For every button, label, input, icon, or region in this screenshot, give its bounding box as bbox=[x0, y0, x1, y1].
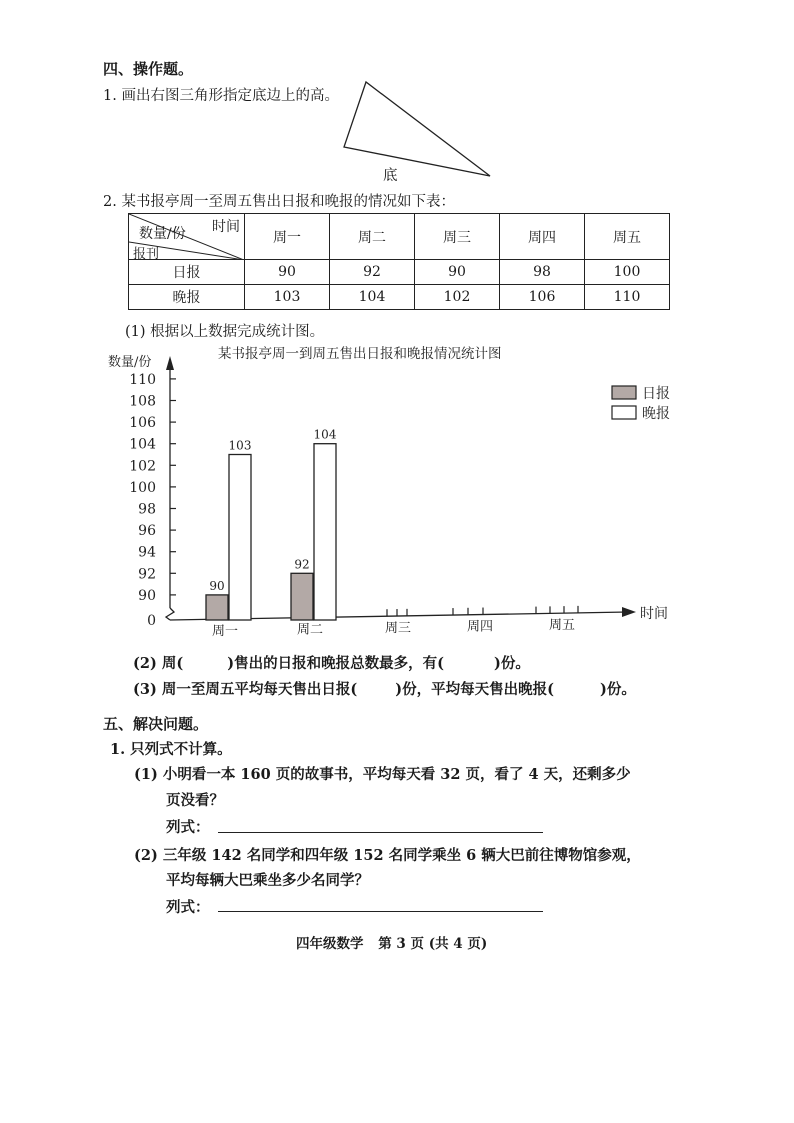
x-tick-label: 周二 bbox=[296, 622, 324, 638]
table-header-day: 周二 bbox=[330, 214, 415, 260]
table-cell: 90 bbox=[415, 260, 500, 285]
table-cell: 103 bbox=[245, 285, 330, 310]
sales-table bbox=[128, 213, 670, 310]
bar-evening bbox=[314, 444, 336, 620]
y-tick-label: 110 bbox=[129, 371, 156, 388]
sub-question-2 bbox=[133, 652, 530, 673]
triangle-base-label: 底 bbox=[383, 168, 398, 184]
table-row-label: 晚报 bbox=[129, 285, 245, 310]
y-tick-label: 94 bbox=[138, 544, 156, 561]
bar-chart bbox=[100, 340, 700, 650]
y-tick-label: 108 bbox=[129, 393, 156, 410]
table-cell: 102 bbox=[415, 285, 500, 310]
bar-daily bbox=[206, 595, 228, 620]
problem1-line1: (1) 小明看一本 160 页的故事书，平均每天看 32 页，看了 4 天，还剩多少 bbox=[134, 766, 631, 783]
y-tick-label: 90 bbox=[138, 587, 156, 604]
corner-qty: 数量/份 bbox=[139, 226, 186, 242]
table-row bbox=[129, 285, 670, 310]
table-header-day: 周一 bbox=[245, 214, 330, 260]
axis-break-mark bbox=[166, 608, 174, 620]
s5-q1-text: 1. 只列式不计算。 bbox=[110, 741, 232, 758]
y-tick-label: 96 bbox=[138, 523, 156, 540]
problem1-line2: 页没看？ bbox=[166, 792, 224, 809]
x-tick-label: 周四 bbox=[466, 619, 494, 635]
y-tick-label: 104 bbox=[129, 436, 156, 453]
y-tick-label: 92 bbox=[138, 566, 156, 583]
table-header-day: 周三 bbox=[415, 214, 500, 260]
table-row bbox=[129, 260, 670, 285]
sub3-part-c: )份。 bbox=[599, 681, 636, 698]
legend-label: 日报 bbox=[642, 386, 670, 402]
table-cell: 104 bbox=[330, 285, 415, 310]
legend-swatch bbox=[612, 406, 636, 419]
q2-text: 2. 某书报亭周一至周五售出日报和晚报的情况如下表： bbox=[103, 194, 455, 210]
x-axis-arrow bbox=[622, 607, 636, 617]
sub2-part-b: )售出的日报和晚报总数最多，有( bbox=[227, 655, 444, 672]
formula-label-2: 列式： bbox=[166, 899, 210, 916]
sub2-part-c: )份。 bbox=[493, 655, 530, 672]
y-tick-label: 106 bbox=[129, 415, 156, 432]
page-footer bbox=[296, 932, 487, 952]
table-cell: 90 bbox=[245, 260, 330, 285]
problem2-line1: (2) 三年级 142 名同学和四年级 152 名同学乘坐 6 辆大巴前往博物馆参观， bbox=[134, 847, 641, 864]
sub-question-3 bbox=[133, 678, 636, 699]
x-tick-label: 周五 bbox=[548, 618, 576, 634]
legend-swatch bbox=[612, 386, 636, 399]
triangle-shape bbox=[344, 82, 490, 176]
table-header-day: 周四 bbox=[500, 214, 585, 260]
table-header-day: 周五 bbox=[585, 214, 670, 260]
section5-heading: 五、解决问题。 bbox=[103, 715, 209, 733]
bar-data-label: 92 bbox=[294, 557, 310, 572]
corner-time: 时间 bbox=[212, 219, 240, 235]
y-tick-label: 102 bbox=[129, 458, 156, 475]
corner-paper: 报刊 bbox=[133, 247, 160, 262]
answer-line-2[interactable] bbox=[218, 911, 543, 912]
footer-page: 第 3 页 (共 4 页) bbox=[378, 936, 488, 952]
y-axis-arrow bbox=[166, 356, 174, 370]
q1-text: 1. 画出右图三角形指定底边上的高。 bbox=[103, 88, 339, 104]
y-tick-label: 0 bbox=[147, 613, 156, 629]
chart-title: 某书报亭周一到周五售出日报和晚报情况统计图 bbox=[218, 346, 502, 362]
answer-line-1[interactable] bbox=[218, 832, 543, 833]
legend-label: 晚报 bbox=[642, 406, 670, 422]
triangle-figure bbox=[330, 75, 510, 185]
y-tick-label: 100 bbox=[129, 479, 156, 496]
table-cell: 100 bbox=[585, 260, 670, 285]
bar-evening bbox=[229, 455, 251, 621]
table-cell: 110 bbox=[585, 285, 670, 310]
sub-question-1: (1) 根据以上数据完成统计图。 bbox=[125, 324, 325, 340]
bar-data-label: 104 bbox=[313, 427, 337, 442]
formula-label-1: 列式： bbox=[166, 819, 210, 836]
table-cell: 92 bbox=[330, 260, 415, 285]
problem2-line2: 平均每辆大巴乘坐多少名同学？ bbox=[166, 872, 369, 889]
sub3-part-b: )份，平均每天售出晚报( bbox=[395, 681, 554, 698]
section4-heading: 四、操作题。 bbox=[103, 60, 194, 78]
sub2-part-a: (2) 周( bbox=[133, 655, 184, 672]
table-corner-cell bbox=[129, 214, 245, 260]
bar-data-label: 103 bbox=[228, 438, 252, 453]
x-tick-label: 周三 bbox=[384, 621, 412, 637]
table-row-label: 日报 bbox=[129, 260, 245, 285]
bar-data-label: 90 bbox=[209, 578, 225, 593]
table-cell: 106 bbox=[500, 285, 585, 310]
bar-daily bbox=[291, 573, 313, 620]
x-tick-label: 周一 bbox=[211, 624, 239, 640]
x-axis-label: 时间 bbox=[640, 606, 668, 622]
footer-subject: 四年级数学 bbox=[296, 936, 364, 952]
sub3-part-a: (3) 周一至周五平均每天售出日报( bbox=[133, 681, 358, 698]
table-cell: 98 bbox=[500, 260, 585, 285]
y-tick-label: 98 bbox=[138, 501, 156, 518]
y-axis-label: 数量/份 bbox=[108, 355, 152, 370]
